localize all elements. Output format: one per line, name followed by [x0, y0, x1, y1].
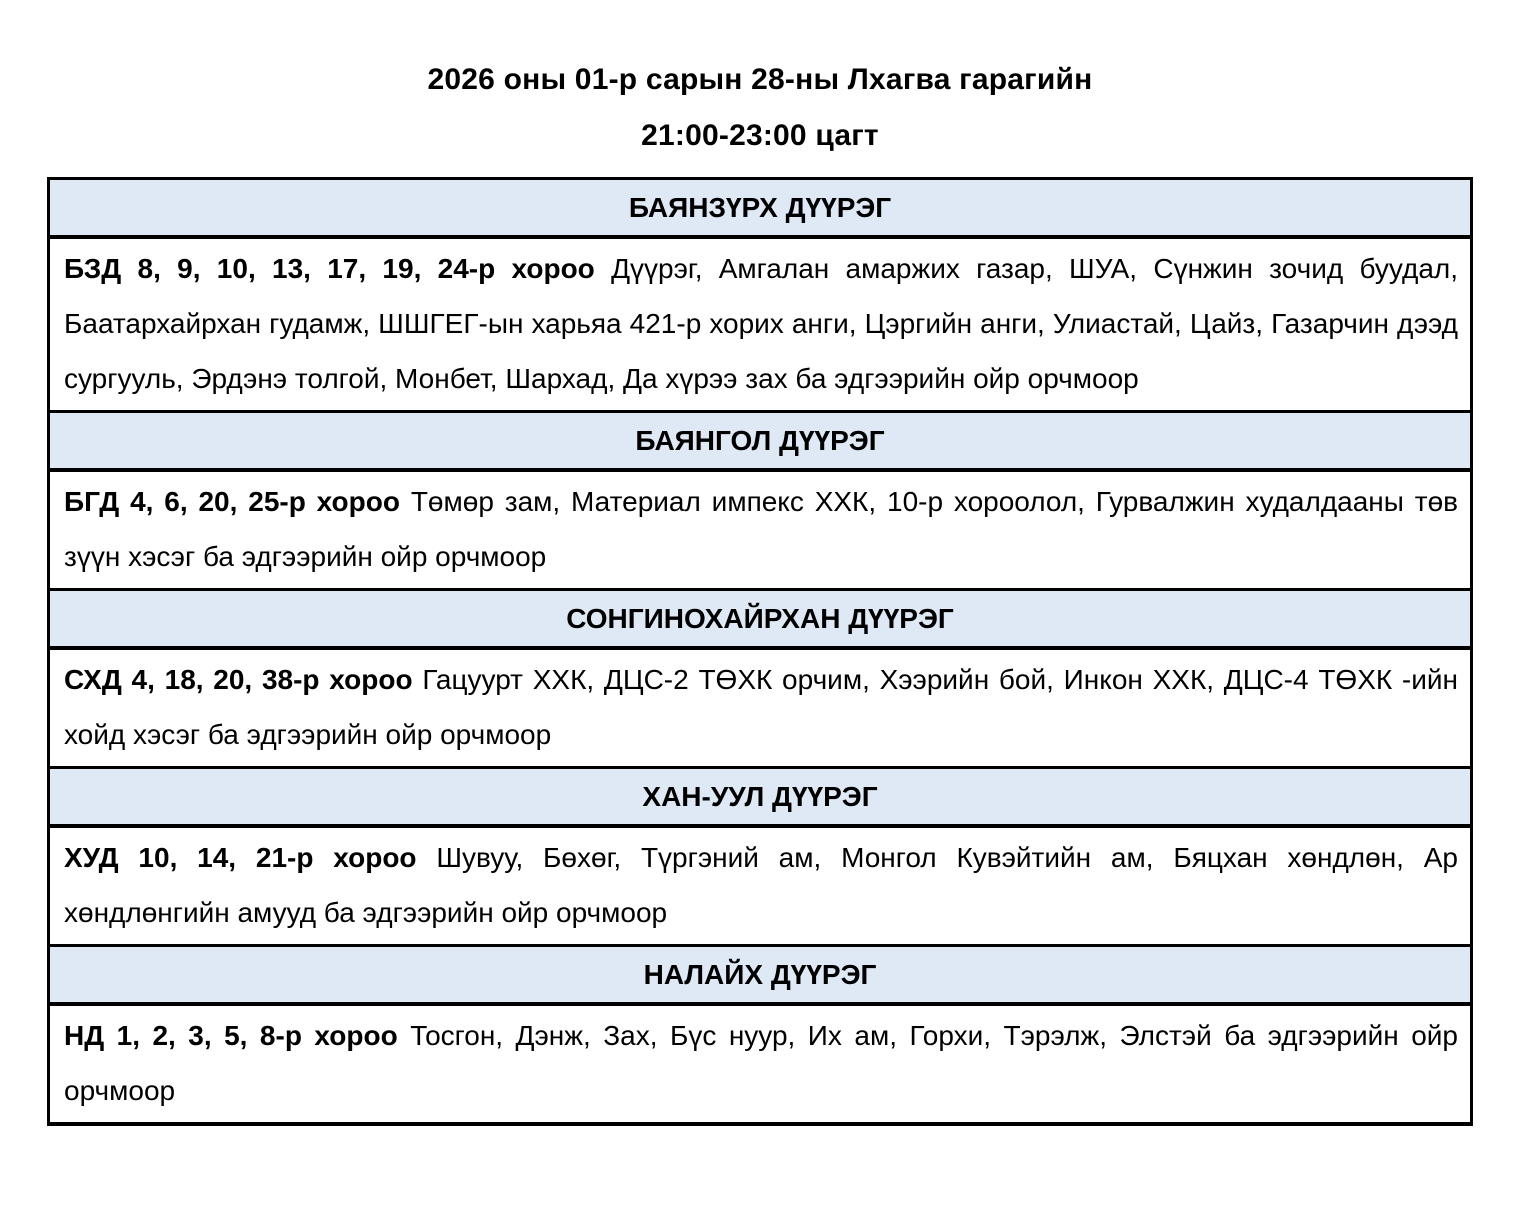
section-bayangol [50, 413, 1470, 591]
khoroo-list-khan-uul: ХУД 10, 14, 21-р хороо [64, 842, 417, 873]
khoroo-list-nalaikh: НД 1, 2, 3, 5, 8-р хороо [64, 1020, 398, 1051]
section-body-songinokhairkhan [50, 650, 1470, 769]
khoroo-list-songinokhairkhan: СХД 4, 18, 20, 38-р хороо [64, 664, 413, 695]
section-nalaikh [50, 947, 1470, 1122]
section-khan-uul [50, 769, 1470, 947]
section-body-nalaikh [50, 1006, 1470, 1122]
areas-text-khan-uul: Шувуу, Бөхөг, Түргэний ам, Монгол Кувэйтийн ам, Бяцхан хөндлөн, Ар хөндлөнгийн амууд ба эдгээрийн ойр орчмоор [64, 842, 1459, 928]
district-header-bayanzurkh: БАЯНЗҮРХ ДҮҮРЭГ [50, 180, 1470, 239]
section-body-bayanzurkh [50, 239, 1470, 413]
district-header-nalaikh: НАЛАЙХ ДҮҮРЭГ [50, 947, 1470, 1006]
areas-text-bayangol: Төмөр зам, Материал импекс ХХК, 10-р хороолол, Гурвалжин худалдааны төв зүүн хэсэг ба эдгээрийн ойр орчмоор [64, 486, 1459, 572]
areas-text-nalaikh: Тосгон, Дэнж, Зах, Бүс нуур, Их ам, Горхи, Тэрэлж, Элстэй ба эдгээрийн ойр орчмоор [64, 1020, 1459, 1106]
section-bayanzurkh [50, 180, 1470, 413]
khoroo-list-bayanzurkh: БЗД 8, 9, 10, 13, 17, 19, 24-р хороо [64, 253, 595, 284]
areas-text-bayanzurkh: Дүүрэг, Амгалан амаржих газар, ШУА, Сүнжин зочид буудал, Баатархайрхан гудамж, ШШГЕГ-ын харьяа 421-р хорих анги, Цэргийн анги, Улиастай, Цайз, Газарчин дээд сургууль, Эрдэнэ толгой, Монбет, Шархад, Да хүрээ зах ба эдгээрийн ойр орчмоор [64, 253, 1459, 394]
title-date-line: 2026 оны 01-р сарын 28-ны Лхагва гарагийн [427, 63, 1093, 96]
areas-text-songinokhairkhan: Гацуурт ХХК, ДЦС-2 ТӨХК орчим, Хээрийн бой, Инкон ХХК, ДЦС-4 ТӨХК -ийн хойд хэсэг ба эдгээрийн ойр орчмоор [64, 664, 1459, 750]
district-header-khan-uul: ХАН-УУЛ ДҮҮРЭГ [50, 769, 1470, 828]
document-title [0, 0, 1520, 164]
title-time-line: 21:00-23:00 цагт [641, 119, 879, 152]
section-songinokhairkhan [50, 591, 1470, 769]
section-body-bayangol [50, 472, 1470, 591]
section-body-khan-uul [50, 828, 1470, 947]
khoroo-list-bayangol: БГД 4, 6, 20, 25-р хороо [64, 486, 400, 517]
district-header-songinokhairkhan: СОНГИНОХАЙРХАН ДҮҮРЭГ [50, 591, 1470, 650]
district-header-bayangol: БАЯНГОЛ ДҮҮРЭГ [50, 413, 1470, 472]
outage-schedule-table [47, 177, 1473, 1126]
